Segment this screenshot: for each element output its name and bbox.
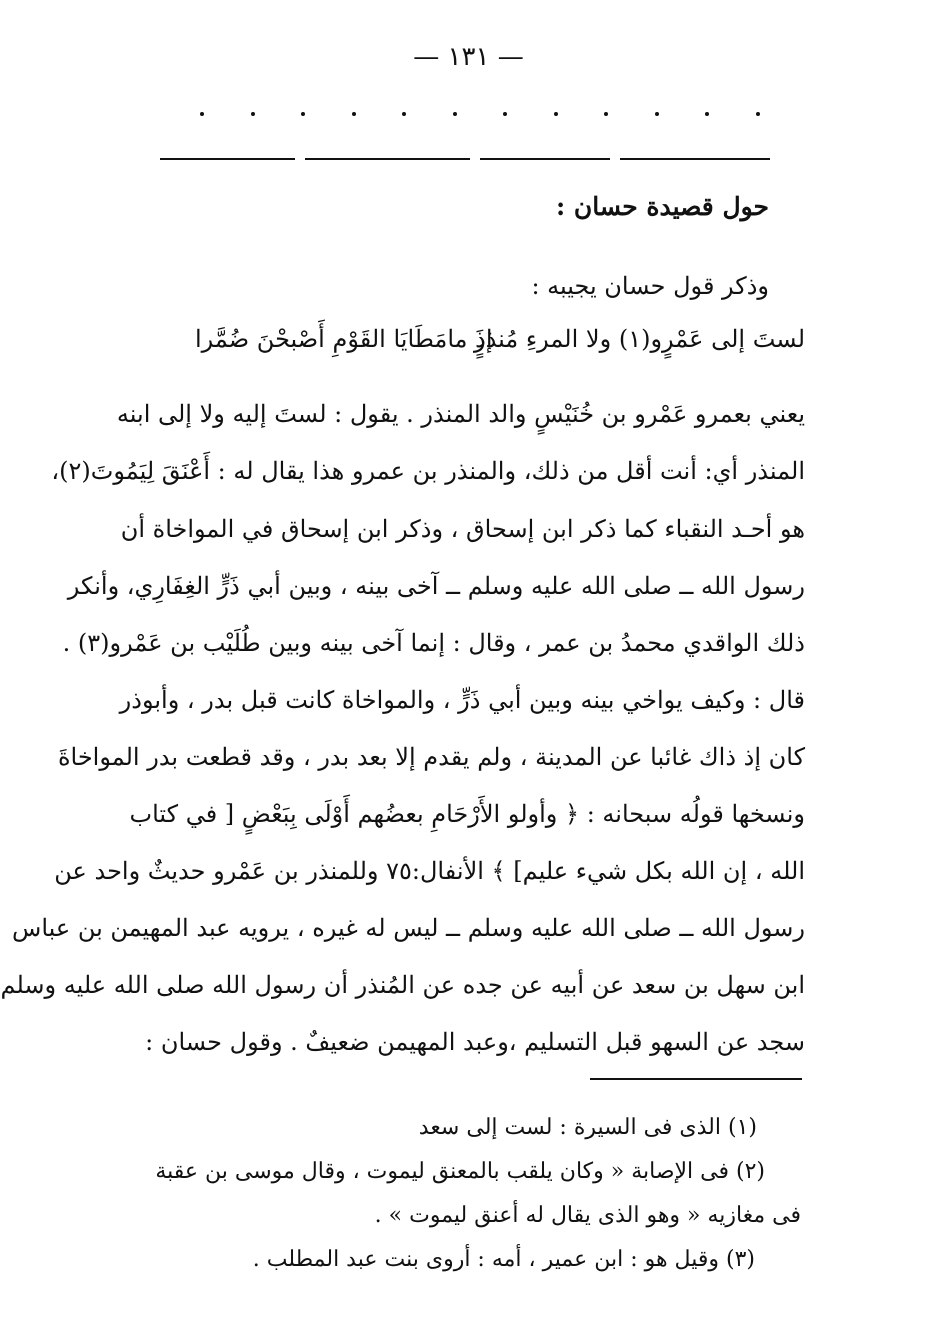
dot (655, 112, 659, 116)
footnote-1: (١) الذى فى السيرة : لست إلى سعد (418, 1115, 757, 1140)
footnote-3: (٣) وقيل هو : ابن عمير ، أمه : أروى بنت عبد المطلب . (252, 1247, 755, 1272)
dot (503, 112, 507, 116)
divider-rule (160, 158, 295, 160)
divider-rule (305, 158, 470, 160)
body-line: الله ، إن الله بكل شيء عليم] ﴾ الأنفال:٧٥ وللمنذر بن عَمْرو حديثٌ واحد عن (54, 857, 805, 885)
intro-line: وذكر قول حسان يجيبه : (531, 272, 769, 300)
footnote-2-continued: فى مغازيه « وهو الذى يقال له أعنق ليموت » . (374, 1203, 801, 1228)
dot (251, 112, 255, 116)
dot (402, 112, 406, 116)
body-line: ذلك الواقدي محمدُ بن عمر ، وقال : إنما آخى بينه وبين طُلَيْب بن عَمْرو(٣) . (62, 629, 805, 657)
ellipsis-dots (200, 112, 760, 116)
divider-rule (480, 158, 610, 160)
body-line: ابن سهل بن سعد عن أبيه عن جده عن المُنذر أن رسول الله صلى الله عليه وسلم (0, 971, 805, 999)
body-line: المنذر أي: أنت أقل من ذلك، والمنذر بن عمرو هذا يقال له : أَعْنَقَ لِيَمُوتَ(٢)، (51, 457, 805, 485)
page-number: — ١٣١ — (413, 42, 524, 72)
body-line: كان إذ ذاك غائبا عن المدينة ، ولم يقدم إلا بعد بدر ، وقد قطعت بدر المواخاةَ (57, 743, 805, 771)
dot (756, 112, 760, 116)
verse-second-half: إذَ مامَطَايَا القَوْمِ أَصْبحْنَ ضُمَّرا (195, 325, 493, 353)
section-heading: حول قصيدة حسان : (555, 192, 769, 221)
body-line: رسول الله ــ صلى الله عليه وسلم ــ آخى بينه ، وبين أبي ذَرٍّ الغِفَارِي، وأنكر (67, 572, 805, 600)
verse-first-half: لستَ إلى عَمْرٍو(١) ولا المرءِ مُنذرٍ (473, 325, 805, 353)
dot (453, 112, 457, 116)
dot (604, 112, 608, 116)
body-line: هو أحـد النقباء كما ذكر ابن إسحاق ، وذكر ابن إسحاق في المواخاة أن (120, 515, 805, 543)
divider-rule (620, 158, 770, 160)
dot (554, 112, 558, 116)
dot (301, 112, 305, 116)
body-line: يعني بعمرو عَمْرو بن خُنَيْسٍ والد المنذر . يقول : لستَ إليه ولا إلى ابنه (116, 400, 805, 428)
footnote-2: (٢) فى الإصابة « وكان يلقب بالمعنق ليموت ، وقال موسى بن عقبة (155, 1159, 765, 1184)
body-line: سجد عن السهو قبل التسليم ،وعبد المهيمن ضعيفٌ . وقول حسان : (145, 1028, 805, 1056)
dot (200, 112, 204, 116)
footnote-rule (590, 1078, 802, 1080)
body-line: رسول الله ــ صلى الله عليه وسلم ــ ليس له غيره ، يرويه عبد المهيمن بن عباس (12, 914, 805, 942)
dot (352, 112, 356, 116)
body-line: قال : وكيف يواخي بينه وبين أبي ذَرٍّ ، والمواخاة كانت قبل بدر ، وأبوذر (119, 686, 805, 714)
dot (705, 112, 709, 116)
body-line: ونسخها قولُه سبحانه : ﴿ وأولو الأَرْحَامِ بعضُهم أَوْلَى بِبَعْضٍ [ في كتاب (129, 800, 805, 828)
